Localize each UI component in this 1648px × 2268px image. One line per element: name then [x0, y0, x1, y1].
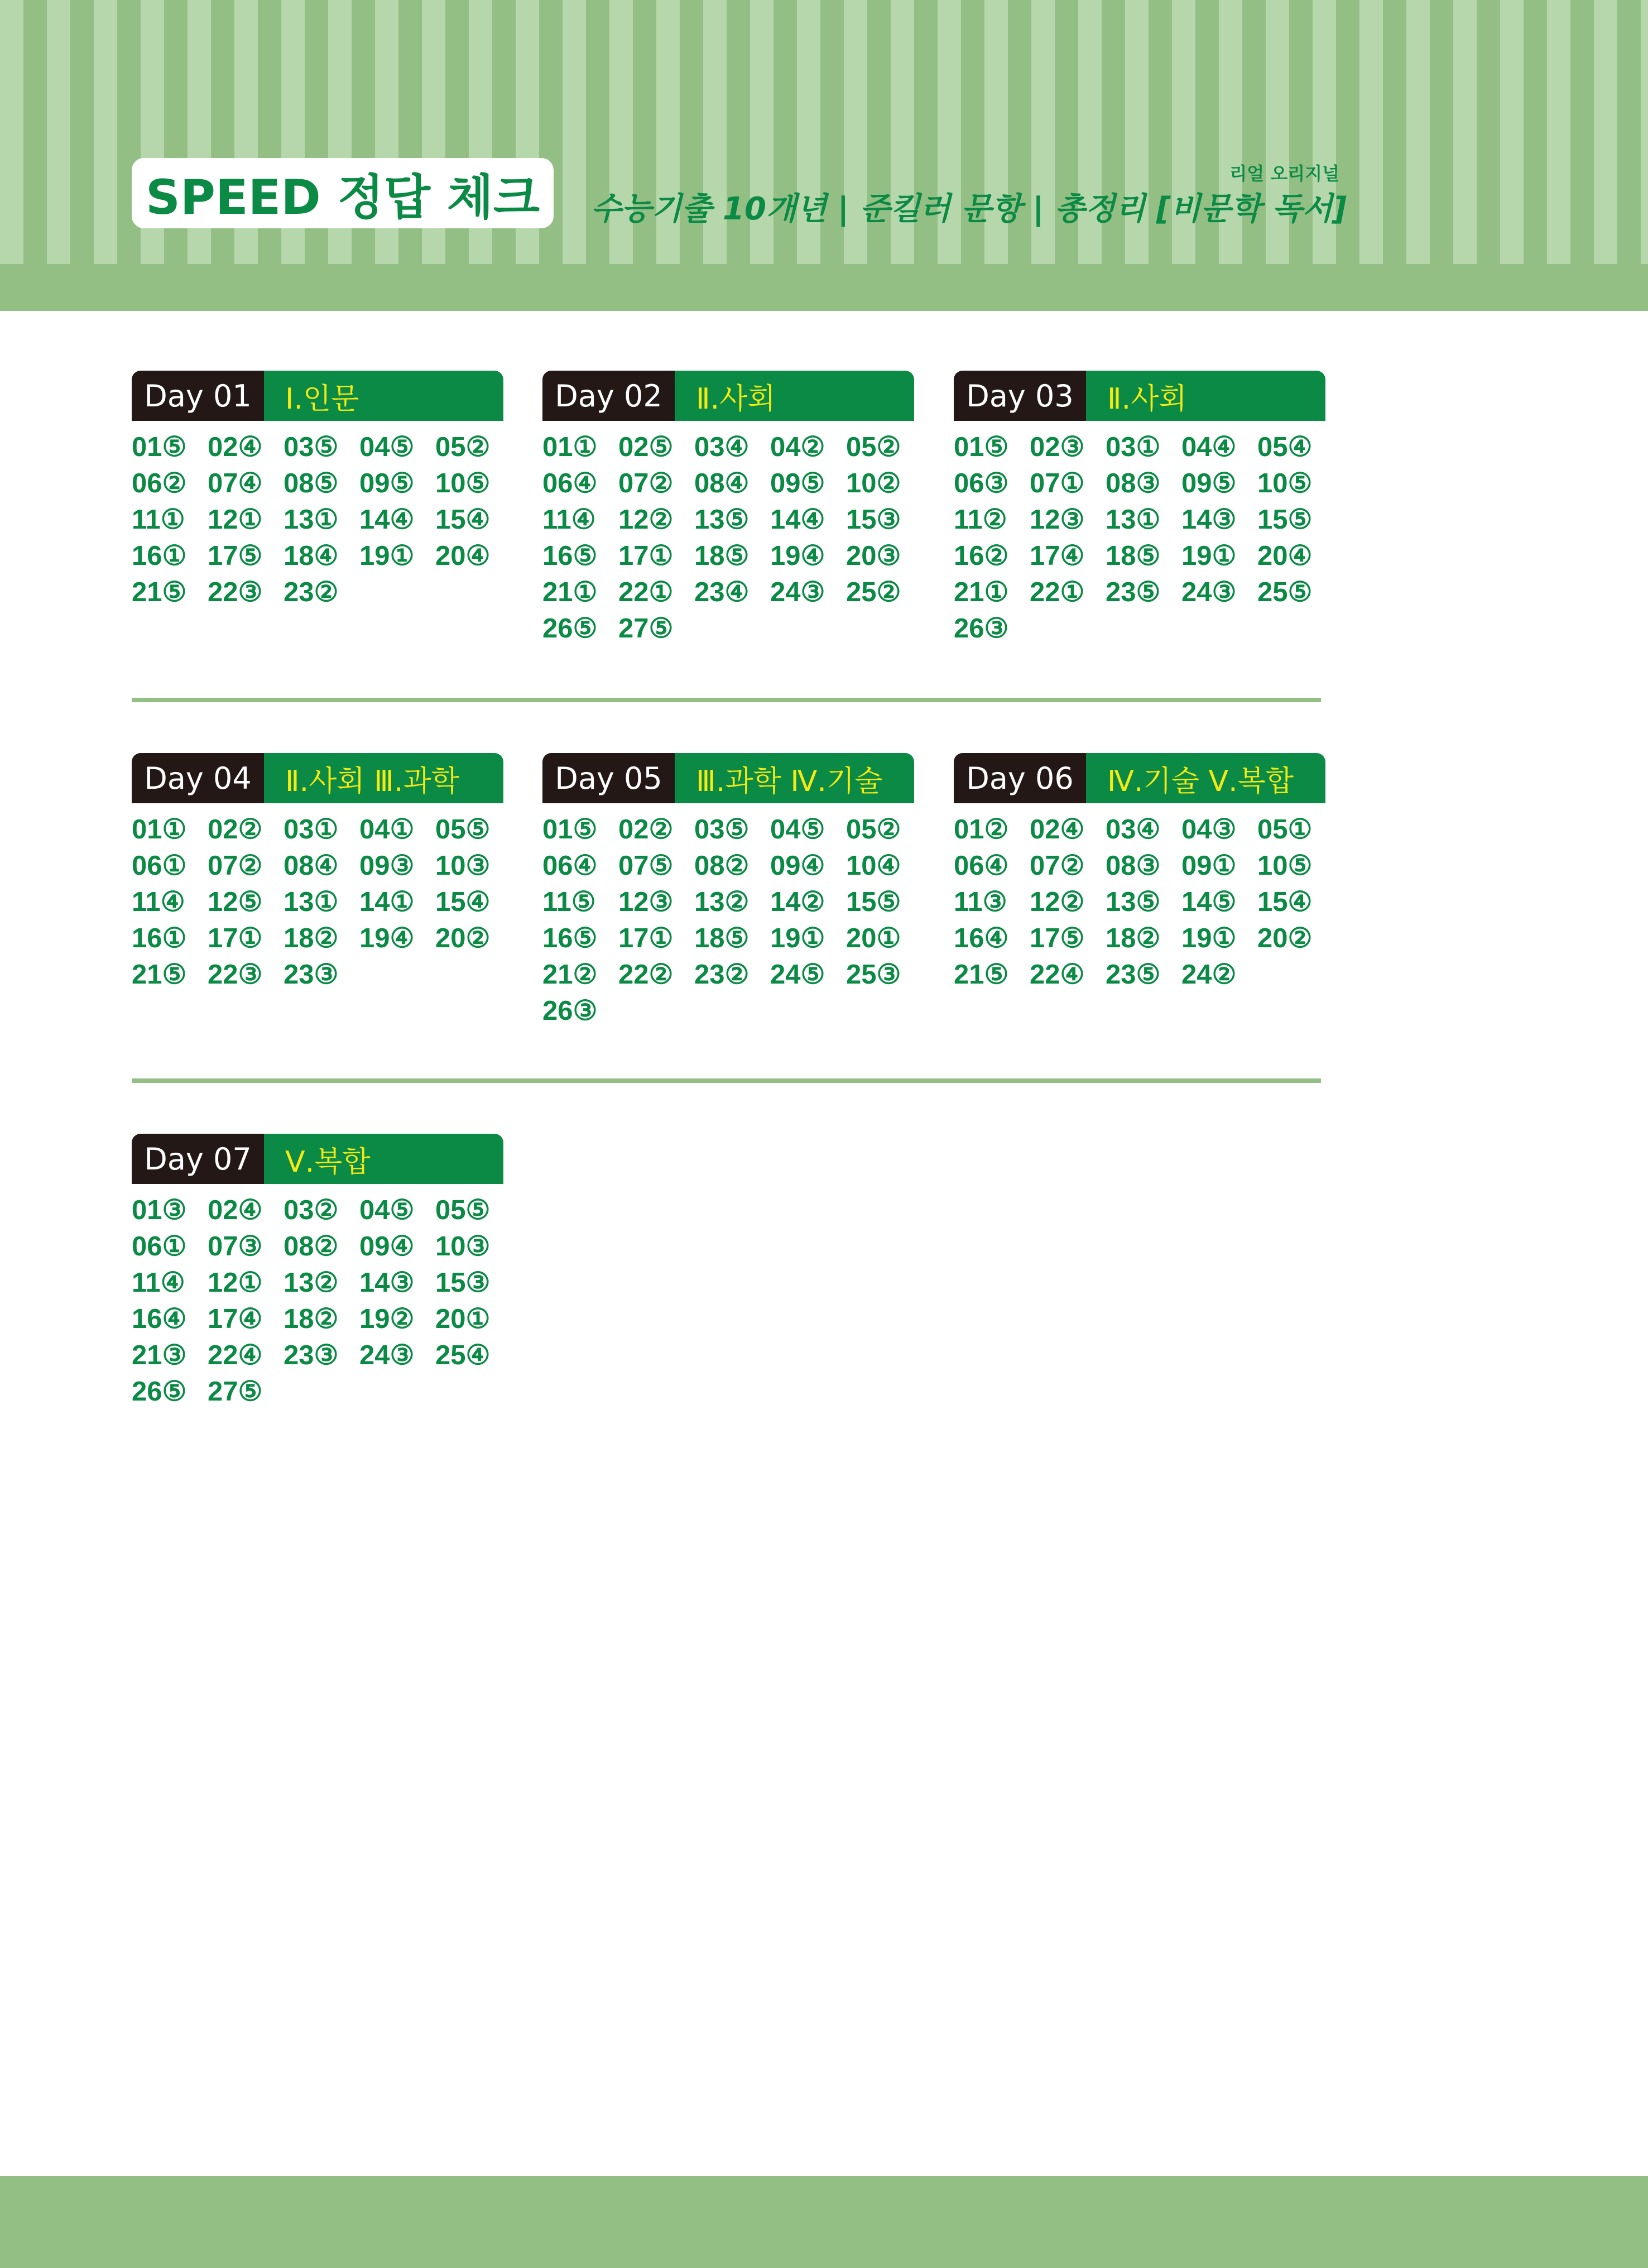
answer-item: 12③ [1030, 505, 1085, 535]
answer-item: 24③ [770, 577, 825, 607]
day-topic: Ⅱ.사회 [1086, 371, 1325, 421]
answer-item: 18⑤ [694, 541, 749, 571]
answer-item: 03⑤ [694, 814, 749, 845]
answer-item: 21⑤ [132, 577, 187, 607]
day-block-07 [132, 1134, 503, 1406]
answer-item: 14③ [359, 1268, 415, 1298]
answer-item: 10⑤ [435, 468, 491, 498]
answer-item: 24③ [1181, 577, 1237, 607]
answer-item: 18④ [284, 541, 339, 571]
day-block-06 [954, 753, 1325, 989]
answer-item: 02④ [1030, 814, 1085, 845]
answer-list [132, 433, 503, 607]
day-topic: Ⅴ.복합 [264, 1134, 503, 1184]
answer-item: 18⑤ [1106, 541, 1161, 571]
answer-item: 13② [694, 887, 749, 917]
answer-item: 27⑤ [618, 613, 674, 644]
answer-item: 12② [618, 505, 674, 535]
answer-item: 16① [132, 923, 187, 953]
answer-item: 13① [1106, 505, 1161, 535]
day-label: Day 02 [542, 371, 675, 421]
answer-item: 20① [846, 923, 901, 953]
answer-list [132, 1196, 503, 1406]
answer-item: 01⑤ [954, 432, 1009, 462]
footer-band [0, 2176, 1648, 2268]
answer-item: 09③ [359, 851, 415, 881]
answer-item: 08④ [694, 468, 749, 498]
answer-item: 14④ [770, 505, 825, 535]
day-label: Day 01 [132, 371, 264, 421]
answer-item: 13⑤ [694, 505, 749, 535]
answer-item: 11⑤ [542, 887, 596, 917]
answer-item: 26③ [954, 613, 1009, 644]
day-block-05 [542, 753, 914, 1025]
header-band [0, 264, 1648, 311]
answer-item: 02④ [208, 1195, 263, 1225]
answer-item: 04③ [1181, 814, 1237, 845]
day-header [132, 753, 503, 803]
day-label: Day 05 [542, 753, 675, 803]
answer-item: 04① [359, 814, 415, 845]
answer-item: 14④ [359, 505, 415, 535]
answer-item: 13① [284, 887, 339, 917]
day-topic: Ⅰ.인문 [264, 371, 503, 421]
answer-item: 07① [1030, 468, 1085, 498]
answer-item: 10② [846, 468, 901, 498]
answer-item: 26⑤ [132, 1377, 187, 1407]
answer-item: 02② [208, 814, 263, 845]
answer-item: 17① [618, 541, 674, 571]
answer-item: 07② [1030, 851, 1085, 881]
answer-item: 22④ [1030, 960, 1085, 990]
day-header [954, 371, 1325, 421]
day-header [132, 371, 503, 421]
answer-item: 20④ [1257, 541, 1313, 571]
answer-item: 26③ [542, 996, 598, 1026]
answer-item: 02⑤ [618, 432, 674, 462]
answer-item: 10⑤ [1257, 851, 1313, 881]
answer-item: 15④ [1257, 887, 1313, 917]
answer-item: 23③ [284, 1340, 339, 1370]
answer-item: 16④ [132, 1304, 187, 1334]
answer-item: 14② [770, 887, 825, 917]
answer-list [542, 433, 914, 643]
day-block-02 [542, 371, 914, 643]
answer-item: 23② [694, 960, 749, 990]
day-header [132, 1134, 503, 1184]
answer-item: 09⑤ [1181, 468, 1237, 498]
answer-item: 17⑤ [1030, 923, 1085, 953]
answer-item: 12① [208, 505, 263, 535]
answer-item: 03④ [694, 432, 749, 462]
answer-item: 23③ [284, 960, 339, 990]
answer-item: 06④ [542, 468, 598, 498]
answer-item: 14③ [1181, 505, 1237, 535]
answer-item: 03① [1106, 432, 1161, 462]
answer-item: 06③ [954, 468, 1009, 498]
answer-item: 04⑤ [770, 814, 825, 845]
answer-item: 15④ [435, 887, 491, 917]
day-topic: Ⅱ.사회 [675, 371, 914, 421]
answer-item: 12① [208, 1268, 263, 1298]
answer-item: 09⑤ [359, 468, 415, 498]
answer-item: 21③ [132, 1340, 187, 1370]
answer-item: 06④ [542, 851, 598, 881]
answer-item: 22③ [208, 960, 263, 990]
answer-item: 19④ [770, 541, 825, 571]
answer-item: 14⑤ [1181, 887, 1237, 917]
answer-item: 13⑤ [1106, 887, 1161, 917]
day-label: Day 04 [132, 753, 264, 803]
answer-item: 05⑤ [435, 814, 491, 845]
day-header [542, 753, 914, 803]
section-divider [132, 1078, 1321, 1083]
answer-item: 20③ [846, 541, 901, 571]
answer-item: 09① [1181, 851, 1237, 881]
answer-list [542, 816, 914, 1025]
answer-item: 19④ [359, 923, 415, 953]
answer-item: 09⑤ [770, 468, 825, 498]
answer-item: 16④ [954, 923, 1009, 953]
day-label: Day 03 [954, 371, 1086, 421]
answer-item: 04② [770, 432, 825, 462]
answer-item: 12⑤ [208, 887, 263, 917]
day-topic: Ⅲ.과학 Ⅳ.기술 [675, 753, 914, 803]
answer-item: 15⑤ [1257, 505, 1313, 535]
answer-item: 17① [618, 923, 674, 953]
answer-item: 18② [284, 923, 339, 953]
answer-item: 11④ [132, 1268, 185, 1298]
answer-item: 15④ [435, 505, 491, 535]
answer-item: 11③ [954, 887, 1007, 917]
answer-item: 11④ [542, 505, 596, 535]
answer-item: 20① [435, 1304, 491, 1334]
answer-item: 07⑤ [618, 851, 674, 881]
answer-item: 08④ [284, 851, 339, 881]
answer-item: 19① [770, 923, 825, 953]
answer-item: 20② [1257, 923, 1313, 953]
answer-item: 05② [435, 432, 491, 462]
answer-item: 10③ [435, 1231, 491, 1262]
section-divider [132, 698, 1321, 702]
answer-item: 22① [1030, 577, 1085, 607]
answer-item: 25② [846, 577, 901, 607]
answer-item: 14① [359, 887, 415, 917]
day-header [954, 753, 1325, 803]
answer-item: 03④ [1106, 814, 1161, 845]
answer-item: 08③ [1106, 851, 1161, 881]
answer-item: 10④ [846, 851, 901, 881]
answer-item: 01① [542, 432, 598, 462]
answer-item: 08③ [1106, 468, 1161, 498]
answer-item: 13② [284, 1268, 339, 1298]
answer-item: 17④ [1030, 541, 1085, 571]
answer-item: 21① [954, 577, 1009, 607]
day-block-04 [132, 753, 503, 989]
day-label: Day 06 [954, 753, 1086, 803]
answer-item: 24② [1181, 960, 1237, 990]
day-block-03 [954, 371, 1325, 643]
answer-item: 19② [359, 1304, 415, 1334]
answer-item: 27⑤ [208, 1377, 263, 1407]
series-label: 리얼 오리지널 [1229, 163, 1339, 184]
answer-item: 11④ [132, 887, 185, 917]
answer-item: 01③ [132, 1195, 187, 1225]
answer-item: 16⑤ [542, 541, 598, 571]
answer-item: 08② [284, 1231, 339, 1262]
answer-item: 05② [846, 814, 901, 845]
book-title: 수능기출 10개년 | 준킬러 문항 | 총정리 [비문학 독서] [591, 191, 1347, 227]
answer-item: 18⑤ [694, 923, 749, 953]
answer-item: 10③ [435, 851, 491, 881]
day-label: Day 07 [132, 1134, 264, 1184]
answer-item: 24⑤ [770, 960, 825, 990]
answer-item: 20④ [435, 541, 491, 571]
answer-item: 03② [284, 1195, 339, 1225]
answer-list [954, 816, 1325, 989]
answer-item: 09④ [770, 851, 825, 881]
answer-item: 07④ [208, 468, 263, 498]
answer-item: 05② [846, 432, 901, 462]
answer-item: 20② [435, 923, 491, 953]
answer-item: 17⑤ [208, 541, 263, 571]
answer-item: 12③ [618, 887, 674, 917]
answer-item: 09④ [359, 1231, 415, 1262]
answer-item: 02④ [208, 432, 263, 462]
answer-item: 18② [1106, 923, 1161, 953]
answer-item: 04④ [1181, 432, 1237, 462]
answer-item: 07② [618, 468, 674, 498]
answer-item: 15⑤ [846, 887, 901, 917]
answer-item: 08② [694, 851, 749, 881]
answer-item: 07③ [208, 1231, 263, 1262]
answer-item: 11① [132, 505, 185, 535]
answer-item: 05④ [1257, 432, 1313, 462]
day-topic: Ⅱ.사회 Ⅲ.과학 [264, 753, 503, 803]
answer-item: 08⑤ [284, 468, 339, 498]
answer-item: 01② [954, 814, 1009, 845]
answer-item: 23④ [694, 577, 749, 607]
answer-item: 23② [284, 577, 339, 607]
speed-answer-badge: SPEED 정답 체크 [132, 158, 554, 228]
answer-item: 21② [542, 960, 598, 990]
answer-item: 06② [132, 468, 187, 498]
answer-item: 19① [1181, 541, 1237, 571]
answer-item: 23⑤ [1106, 577, 1161, 607]
answer-item: 07② [208, 851, 263, 881]
answer-item: 23⑤ [1106, 960, 1161, 990]
answer-item: 01⑤ [542, 814, 598, 845]
answer-item: 13① [284, 505, 339, 535]
answer-item: 22④ [208, 1340, 263, 1370]
answer-item: 01① [132, 814, 187, 845]
answer-item: 21① [542, 577, 598, 607]
answer-item: 24③ [359, 1340, 415, 1370]
day-header [542, 371, 914, 421]
answer-item: 16⑤ [542, 923, 598, 953]
answer-list [954, 433, 1325, 643]
answer-item: 06④ [954, 851, 1009, 881]
answer-item: 21⑤ [132, 960, 187, 990]
answer-item: 16② [954, 541, 1009, 571]
answer-item: 03① [284, 814, 339, 845]
answer-item: 25④ [435, 1340, 491, 1370]
answer-item: 26⑤ [542, 613, 598, 644]
answer-item: 06① [132, 851, 187, 881]
answer-item: 03⑤ [284, 432, 339, 462]
answer-item: 06① [132, 1231, 187, 1262]
answer-item: 16① [132, 541, 187, 571]
answer-item: 05⑤ [435, 1195, 491, 1225]
day-topic: Ⅳ.기술 Ⅴ.복합 [1086, 753, 1325, 803]
answer-item: 25③ [846, 960, 901, 990]
answer-item: 02② [618, 814, 674, 845]
answer-item: 19① [359, 541, 415, 571]
answer-item: 15③ [435, 1268, 491, 1298]
answer-item: 05① [1257, 814, 1313, 845]
answer-item: 04⑤ [359, 432, 415, 462]
answer-item: 19① [1181, 923, 1237, 953]
answer-item: 22① [618, 577, 674, 607]
answer-item: 25⑤ [1257, 577, 1313, 607]
answer-item: 22② [618, 960, 674, 990]
answer-item: 12② [1030, 887, 1085, 917]
answer-item: 18② [284, 1304, 339, 1334]
answer-item: 15③ [846, 505, 901, 535]
answer-item: 10⑤ [1257, 468, 1313, 498]
answer-item: 04⑤ [359, 1195, 415, 1225]
answer-list [132, 816, 503, 989]
answer-item: 17① [208, 923, 263, 953]
answer-item: 22③ [208, 577, 263, 607]
answer-item: 17④ [208, 1304, 263, 1334]
answer-item: 02③ [1030, 432, 1085, 462]
answer-item: 11② [954, 505, 1007, 535]
answer-item: 01⑤ [132, 432, 187, 462]
day-block-01 [132, 371, 503, 607]
answer-item: 21⑤ [954, 960, 1009, 990]
